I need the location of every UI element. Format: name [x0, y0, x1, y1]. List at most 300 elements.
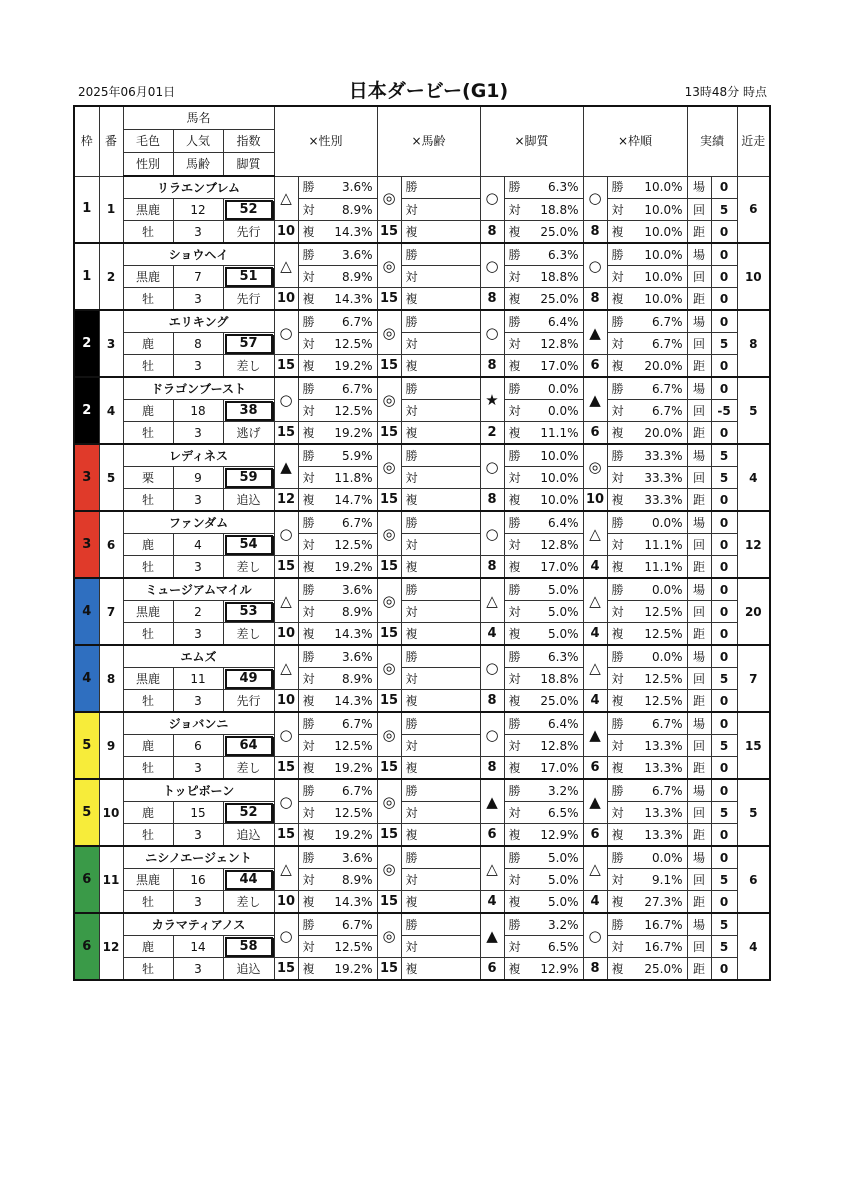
mark-gate: ▲	[583, 377, 607, 422]
sex: 牡	[123, 958, 173, 981]
place-rate-age	[401, 467, 480, 489]
win-rate-style	[504, 645, 583, 668]
sample-count-sex: 10	[274, 221, 298, 244]
running-style: 追込	[223, 489, 274, 512]
mark-age: ◎	[377, 444, 401, 489]
place-rate-value: 12.5%	[334, 403, 373, 418]
place-rate-sex	[298, 266, 377, 288]
win-rate-style	[504, 243, 583, 266]
col-ban: 番	[99, 106, 123, 176]
show-rate-age	[401, 221, 480, 244]
place-rate-value: 10.0%	[644, 202, 683, 217]
show-rate-value: 12.9%	[540, 827, 579, 842]
show-rate-value: 14.3%	[334, 224, 373, 239]
place-rate-value: 8.9%	[342, 671, 373, 686]
show-label: 複	[405, 693, 418, 708]
mark-gate: △	[583, 511, 607, 556]
waku-cell: 4	[74, 578, 99, 645]
col-kinso: 近走	[737, 106, 770, 176]
win-rate-value: 0.0%	[652, 850, 683, 865]
mark-gate: △	[583, 578, 607, 623]
sample-count-gate: 10	[583, 489, 607, 512]
show-rate-value: 11.1%	[644, 559, 683, 574]
win-rate-sex	[298, 176, 377, 199]
place-rate-gate	[607, 601, 687, 623]
win-rate-age	[401, 913, 480, 936]
mark-style: ○	[480, 712, 504, 757]
place-label: 対	[405, 604, 418, 619]
show-rate-age	[401, 556, 480, 579]
place-label: 対	[508, 470, 521, 485]
show-rate-sex	[298, 757, 377, 780]
coat-color: 栗	[123, 467, 173, 489]
horse-row	[74, 779, 770, 802]
mark-age: ◎	[377, 176, 401, 221]
place-rate-value: 12.5%	[334, 805, 373, 820]
show-label: 複	[508, 425, 521, 440]
show-rate-gate	[607, 422, 687, 445]
win-rate-value: 10.0%	[644, 180, 683, 195]
win-rate-sex	[298, 511, 377, 534]
horse-row	[74, 601, 770, 623]
mark-age: ◎	[377, 243, 401, 288]
popularity: 2	[173, 601, 223, 623]
show-label: 複	[405, 425, 418, 440]
show-rate-style	[504, 623, 583, 646]
show-rate-style	[504, 422, 583, 445]
show-label: 複	[302, 760, 315, 775]
col-x-sex: ×性別	[274, 106, 377, 176]
sample-count-sex: 10	[274, 891, 298, 914]
sample-count-gate: 6	[583, 355, 607, 378]
place-rate-value: 10.0%	[644, 269, 683, 284]
record-label-kyori: 距	[687, 355, 711, 378]
mark-age: ◎	[377, 913, 401, 958]
win-rate-value: 10.0%	[644, 247, 683, 262]
win-rate-value: 6.7%	[342, 783, 373, 798]
place-rate-gate	[607, 266, 687, 288]
running-style: 差し	[223, 757, 274, 780]
win-rate-style	[504, 377, 583, 400]
show-rate-gate	[607, 690, 687, 713]
sample-count-gate: 6	[583, 824, 607, 847]
record-value: 0	[711, 288, 737, 311]
win-label: 勝	[508, 783, 521, 798]
recent-form: 6	[737, 176, 770, 243]
horse-row	[74, 623, 770, 646]
mark-style: △	[480, 578, 504, 623]
record-label-kyori: 距	[687, 556, 711, 579]
record-label-kai: 回	[687, 668, 711, 690]
show-label: 複	[508, 492, 521, 507]
place-rate-style	[504, 802, 583, 824]
index-cell	[223, 534, 274, 556]
show-label: 複	[405, 827, 418, 842]
place-rate-value: 13.3%	[644, 738, 683, 753]
show-rate-gate	[607, 355, 687, 378]
show-label: 複	[611, 492, 624, 507]
place-rate-value: 8.9%	[342, 202, 373, 217]
win-rate-style	[504, 578, 583, 601]
place-label: 対	[302, 537, 315, 552]
coat-color: 鹿	[123, 802, 173, 824]
show-label: 複	[302, 224, 315, 239]
horse-name: ドラゴンブースト	[123, 377, 274, 400]
show-rate-value: 19.2%	[334, 559, 373, 574]
record-value: 0	[711, 846, 737, 869]
win-rate-value: 0.0%	[652, 515, 683, 530]
place-rate-style	[504, 601, 583, 623]
record-value: 5	[711, 869, 737, 891]
horse-name: ミュージアムマイル	[123, 578, 274, 601]
sex: 牡	[123, 221, 173, 244]
running-style: 差し	[223, 891, 274, 914]
mark-age: ◎	[377, 310, 401, 355]
record-value: 0	[711, 310, 737, 333]
horse-number: 2	[99, 243, 123, 310]
horse-name: ファンダム	[123, 511, 274, 534]
age: 3	[173, 690, 223, 713]
place-rate-value: 8.9%	[342, 269, 373, 284]
win-rate-sex	[298, 645, 377, 668]
win-label: 勝	[611, 716, 624, 731]
sample-count-style: 6	[480, 824, 504, 847]
sample-count-style: 6	[480, 958, 504, 981]
record-label-kai: 回	[687, 735, 711, 757]
waku-cell: 2	[74, 377, 99, 444]
index-cell	[223, 199, 274, 221]
show-rate-age	[401, 623, 480, 646]
record-value: 0	[711, 243, 737, 266]
show-rate-style	[504, 891, 583, 914]
place-rate-gate	[607, 534, 687, 556]
popularity: 14	[173, 936, 223, 958]
sample-count-style: 8	[480, 288, 504, 311]
show-label: 複	[405, 894, 418, 909]
place-rate-value: 11.8%	[334, 470, 373, 485]
show-rate-value: 25.0%	[540, 693, 579, 708]
win-rate-value: 3.6%	[342, 649, 373, 664]
show-rate-value: 17.0%	[540, 760, 579, 775]
popularity: 15	[173, 802, 223, 824]
popularity: 11	[173, 668, 223, 690]
place-label: 対	[405, 336, 418, 351]
age: 3	[173, 422, 223, 445]
record-label-kyori: 距	[687, 891, 711, 914]
show-rate-value: 25.0%	[644, 961, 683, 976]
show-rate-value: 19.2%	[334, 961, 373, 976]
horse-name: ショウヘイ	[123, 243, 274, 266]
horse-name: ジョバンニ	[123, 712, 274, 735]
show-label: 複	[405, 961, 418, 976]
show-rate-sex	[298, 824, 377, 847]
place-rate-sex	[298, 802, 377, 824]
index-cell	[223, 601, 274, 623]
show-rate-gate	[607, 958, 687, 981]
win-rate-gate	[607, 712, 687, 735]
place-label: 対	[508, 604, 521, 619]
age: 3	[173, 221, 223, 244]
place-rate-value: 10.0%	[540, 470, 579, 485]
show-rate-value: 33.3%	[644, 492, 683, 507]
recent-form: 12	[737, 511, 770, 578]
show-label: 複	[405, 224, 418, 239]
show-rate-value: 13.3%	[644, 827, 683, 842]
place-rate-sex	[298, 869, 377, 891]
win-rate-gate	[607, 377, 687, 400]
place-rate-value: 12.5%	[334, 537, 373, 552]
show-rate-gate	[607, 623, 687, 646]
place-label: 対	[508, 537, 521, 552]
col-kyakushitsu: 脚質	[223, 153, 274, 177]
show-rate-gate	[607, 891, 687, 914]
sample-count-style: 8	[480, 556, 504, 579]
record-label-ba: 場	[687, 444, 711, 467]
index-cell	[223, 266, 274, 288]
show-rate-gate	[607, 556, 687, 579]
show-rate-value: 11.1%	[540, 425, 579, 440]
horse-row	[74, 846, 770, 869]
col-waku: 枠	[74, 106, 99, 176]
win-label: 勝	[508, 917, 521, 932]
horse-row	[74, 802, 770, 824]
horse-row	[74, 422, 770, 445]
show-rate-value: 14.7%	[334, 492, 373, 507]
win-rate-value: 6.4%	[548, 716, 579, 731]
show-rate-value: 14.3%	[334, 291, 373, 306]
mark-age: ◎	[377, 779, 401, 824]
win-label: 勝	[405, 783, 418, 798]
place-rate-value: 0.0%	[548, 403, 579, 418]
record-label-kyori: 距	[687, 690, 711, 713]
sample-count-sex: 10	[274, 690, 298, 713]
record-value: 0	[711, 511, 737, 534]
place-label: 対	[405, 872, 418, 887]
coat-color: 黒鹿	[123, 668, 173, 690]
place-label: 対	[611, 470, 624, 485]
index-value: 53	[225, 602, 273, 622]
place-rate-style	[504, 199, 583, 221]
index-cell	[223, 668, 274, 690]
record-label-kyori: 距	[687, 221, 711, 244]
sample-count-sex: 12	[274, 489, 298, 512]
sample-count-style: 2	[480, 422, 504, 445]
win-rate-value: 0.0%	[652, 582, 683, 597]
sample-count-gate: 4	[583, 556, 607, 579]
sample-count-sex: 15	[274, 824, 298, 847]
win-rate-sex	[298, 913, 377, 936]
place-label: 対	[508, 939, 521, 954]
index-cell	[223, 467, 274, 489]
win-rate-value: 33.3%	[644, 448, 683, 463]
show-label: 複	[405, 291, 418, 306]
record-label-kai: 回	[687, 400, 711, 422]
show-rate-value: 12.9%	[540, 961, 579, 976]
show-label: 複	[611, 224, 624, 239]
win-label: 勝	[611, 515, 624, 530]
record-value: 0	[711, 623, 737, 646]
col-barei: 馬齢	[173, 153, 223, 177]
record-label-ba: 場	[687, 310, 711, 333]
sample-count-style: 8	[480, 355, 504, 378]
horse-row	[74, 690, 770, 713]
show-label: 複	[611, 693, 624, 708]
place-rate-value: 13.3%	[644, 805, 683, 820]
record-label-ba: 場	[687, 712, 711, 735]
place-rate-style	[504, 333, 583, 355]
win-rate-gate	[607, 578, 687, 601]
show-rate-style	[504, 489, 583, 512]
index-value: 59	[225, 468, 273, 488]
place-rate-age	[401, 534, 480, 556]
place-label: 対	[302, 470, 315, 485]
coat-color: 黒鹿	[123, 869, 173, 891]
record-value: 0	[711, 556, 737, 579]
col-x-gate: ×枠順	[583, 106, 687, 176]
place-rate-style	[504, 735, 583, 757]
record-value: 0	[711, 712, 737, 735]
index-value: 64	[225, 736, 273, 756]
age: 3	[173, 757, 223, 780]
place-rate-style	[504, 668, 583, 690]
show-rate-style	[504, 958, 583, 981]
horse-row	[74, 735, 770, 757]
running-style: 差し	[223, 556, 274, 579]
show-rate-value: 10.0%	[644, 224, 683, 239]
win-rate-value: 6.3%	[548, 649, 579, 664]
waku-cell: 5	[74, 712, 99, 779]
win-rate-value: 6.7%	[342, 716, 373, 731]
win-label: 勝	[508, 247, 521, 262]
mark-style: ★	[480, 377, 504, 422]
col-ninki: 人気	[173, 130, 223, 153]
win-rate-value: 3.6%	[342, 850, 373, 865]
win-label: 勝	[611, 448, 624, 463]
win-rate-gate	[607, 913, 687, 936]
popularity: 6	[173, 735, 223, 757]
win-label: 勝	[302, 314, 315, 329]
place-rate-value: 5.0%	[548, 872, 579, 887]
win-rate-sex	[298, 310, 377, 333]
show-rate-value: 14.3%	[334, 894, 373, 909]
record-label-kai: 回	[687, 601, 711, 623]
show-rate-gate	[607, 824, 687, 847]
record-value: 5	[711, 913, 737, 936]
mark-style: ▲	[480, 779, 504, 824]
place-rate-style	[504, 534, 583, 556]
show-rate-value: 25.0%	[540, 224, 579, 239]
waku-cell: 1	[74, 243, 99, 310]
win-label: 勝	[405, 180, 418, 195]
place-rate-value: 9.1%	[652, 872, 683, 887]
win-label: 勝	[405, 448, 418, 463]
recent-form: 20	[737, 578, 770, 645]
sample-count-gate: 6	[583, 757, 607, 780]
place-rate-gate	[607, 802, 687, 824]
win-rate-value: 5.9%	[342, 448, 373, 463]
sample-count-style: 8	[480, 757, 504, 780]
place-label: 対	[611, 336, 624, 351]
running-style: 先行	[223, 221, 274, 244]
horse-row	[74, 333, 770, 355]
sample-count-style: 4	[480, 891, 504, 914]
record-value: 0	[711, 377, 737, 400]
horse-row	[74, 668, 770, 690]
sample-count-age: 15	[377, 556, 401, 579]
show-label: 複	[302, 291, 315, 306]
sex: 牡	[123, 422, 173, 445]
show-label: 複	[508, 693, 521, 708]
place-label: 対	[508, 202, 521, 217]
mark-sex: ○	[274, 913, 298, 958]
mark-age: ◎	[377, 712, 401, 757]
sex: 牡	[123, 690, 173, 713]
mark-gate: ▲	[583, 310, 607, 355]
show-rate-age	[401, 757, 480, 780]
mark-gate: ○	[583, 243, 607, 288]
record-label-kai: 回	[687, 333, 711, 355]
sample-count-sex: 15	[274, 422, 298, 445]
show-rate-value: 20.0%	[644, 425, 683, 440]
win-rate-style	[504, 712, 583, 735]
horse-row	[74, 958, 770, 981]
win-label: 勝	[302, 381, 315, 396]
horse-number: 8	[99, 645, 123, 712]
show-label: 複	[508, 559, 521, 574]
win-label: 勝	[508, 850, 521, 865]
race-analysis-table	[73, 105, 771, 981]
mark-style: ○	[480, 645, 504, 690]
sample-count-sex: 15	[274, 757, 298, 780]
record-value: 5	[711, 333, 737, 355]
popularity: 8	[173, 333, 223, 355]
col-keiro: 毛色	[123, 130, 173, 153]
place-rate-gate	[607, 869, 687, 891]
place-rate-age	[401, 266, 480, 288]
recent-form: 6	[737, 846, 770, 913]
win-rate-gate	[607, 645, 687, 668]
win-rate-value: 6.7%	[342, 381, 373, 396]
mark-sex: △	[274, 578, 298, 623]
mark-sex: △	[274, 176, 298, 221]
place-rate-value: 6.7%	[652, 336, 683, 351]
show-rate-value: 25.0%	[540, 291, 579, 306]
place-rate-style	[504, 467, 583, 489]
win-rate-style	[504, 913, 583, 936]
mark-gate: ○	[583, 176, 607, 221]
show-label: 複	[508, 224, 521, 239]
win-label: 勝	[611, 180, 624, 195]
win-label: 勝	[302, 582, 315, 597]
record-label-kai: 回	[687, 467, 711, 489]
place-rate-gate	[607, 735, 687, 757]
running-style: 先行	[223, 288, 274, 311]
show-rate-age	[401, 288, 480, 311]
horse-row	[74, 556, 770, 579]
show-rate-style	[504, 690, 583, 713]
horse-row	[74, 936, 770, 958]
place-rate-value: 6.7%	[652, 403, 683, 418]
place-label: 対	[405, 470, 418, 485]
show-rate-value: 19.2%	[334, 827, 373, 842]
win-label: 勝	[405, 515, 418, 530]
horse-row	[74, 400, 770, 422]
place-rate-sex	[298, 400, 377, 422]
show-label: 複	[302, 559, 315, 574]
win-label: 勝	[302, 180, 315, 195]
sex: 牡	[123, 489, 173, 512]
win-label: 勝	[302, 850, 315, 865]
